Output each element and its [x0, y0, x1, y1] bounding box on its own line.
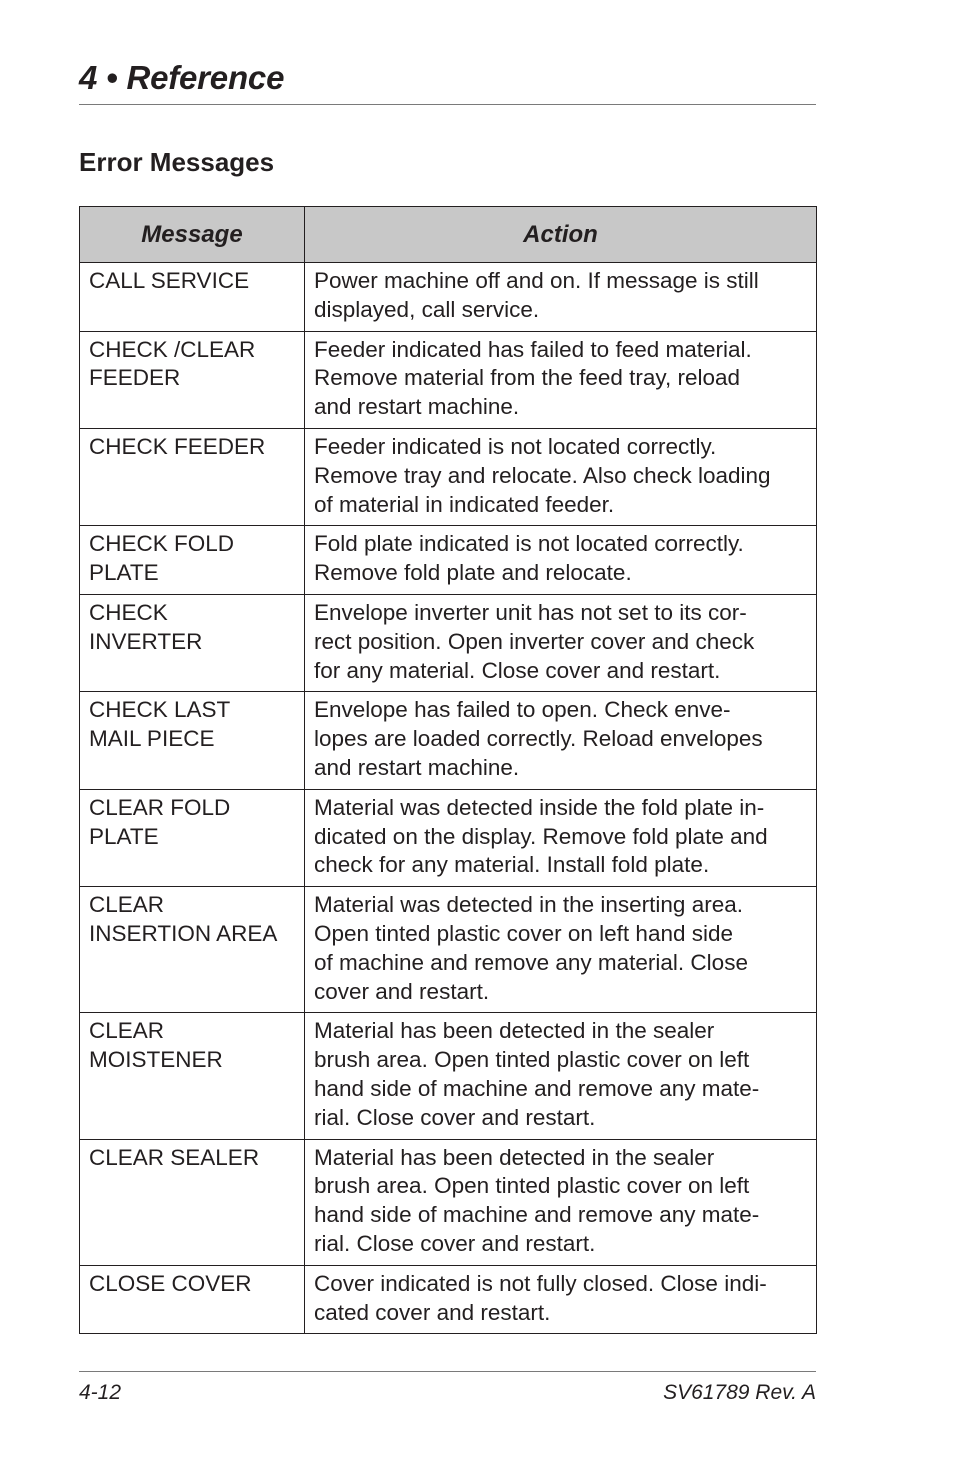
message-cell-line: CHECK LAST: [89, 697, 231, 723]
action-cell-line: Remove fold plate and relocate.: [314, 560, 632, 586]
message-cell-line: PLATE: [89, 823, 159, 849]
section-title: Error Messages: [79, 147, 275, 177]
action-cell-line: of material in indicated feeder.: [314, 491, 615, 517]
message-cell-line: CLEAR FOLD: [89, 794, 231, 820]
action-cell-line: Feeder indicated has failed to feed material.: [314, 336, 752, 362]
message-cell-line: CLEAR: [89, 892, 165, 918]
action-cell-line: dicated on the display. Remove fold plate and: [314, 823, 768, 849]
message-cell: [80, 594, 305, 691]
action-cell-line: Cover indicated is not fully closed. Close indi-: [314, 1270, 767, 1296]
action-cell-line: brush area. Open tinted plastic cover on left: [314, 1173, 750, 1199]
header-divider: [79, 104, 816, 105]
table-row: [80, 887, 817, 1013]
table-row: [80, 263, 817, 332]
action-cell-line: cover and restart.: [314, 978, 490, 1004]
action-cell-line: Power machine off and on. If message is still: [314, 268, 759, 293]
table-row: [80, 428, 817, 525]
action-cell: [305, 789, 817, 886]
message-cell: [80, 1013, 305, 1139]
action-cell-line: check for any material. Install fold plate.: [314, 852, 710, 878]
message-cell-line: CHECK: [89, 599, 168, 625]
table-header-row: [80, 207, 817, 263]
action-cell-line: hand side of machine and remove any mate-: [314, 1075, 760, 1101]
table-row: [80, 594, 817, 691]
action-cell-line: Envelope has failed to open. Check enve-: [314, 697, 731, 723]
action-cell-line: Fold plate indicated is not located correctly.: [314, 531, 744, 557]
document-id: SV61789 Rev. A: [663, 1381, 816, 1404]
action-cell: [305, 526, 817, 595]
action-cell-line: hand side of machine and remove any mate-: [314, 1202, 760, 1228]
column-header-message: Message: [80, 207, 305, 263]
action-cell: [305, 428, 817, 525]
message-cell: [80, 331, 305, 428]
message-cell-line: MOISTENER: [89, 1047, 223, 1073]
action-cell-line: Material has been detected in the sealer: [314, 1144, 715, 1170]
action-cell-line: Material has been detected in the sealer: [314, 1018, 715, 1044]
action-cell: [305, 594, 817, 691]
message-cell-line: CALL SERVICE: [89, 268, 250, 293]
action-cell-line: lopes are loaded correctly. Reload envelopes: [314, 726, 763, 752]
message-cell-line: INVERTER: [89, 628, 203, 654]
table-body: [80, 263, 817, 1334]
message-cell-line: CLOSE COVER: [89, 1270, 252, 1296]
action-cell: [305, 692, 817, 789]
message-cell-line: CLEAR: [89, 1018, 165, 1044]
message-cell-line: CHECK FOLD: [89, 531, 235, 557]
action-cell-line: Remove material from the feed tray, reload: [314, 365, 741, 391]
message-cell-line: CHECK FEEDER: [89, 433, 266, 459]
error-messages-table: [79, 206, 817, 1334]
action-cell-line: rial. Close cover and restart.: [314, 1230, 596, 1256]
action-cell-line: brush area. Open tinted plastic cover on left: [314, 1047, 750, 1073]
table-row: [80, 1139, 817, 1265]
action-cell-line: rect position. Open inverter cover and check: [314, 628, 755, 654]
table-row: [80, 331, 817, 428]
action-cell: [305, 331, 817, 428]
message-cell: [80, 692, 305, 789]
action-cell-line: cated cover and restart.: [314, 1299, 551, 1325]
message-cell-line: FEEDER: [89, 365, 181, 391]
action-cell-line: Feeder indicated is not located correctly.: [314, 433, 717, 459]
action-cell: [305, 1265, 817, 1334]
table-row: [80, 1013, 817, 1139]
action-cell-line: Material was detected inside the fold plate in-: [314, 794, 765, 820]
chapter-title: 4 • Reference: [79, 59, 285, 96]
action-cell-line: Open tinted plastic cover on left hand side: [314, 920, 734, 946]
footer-divider: [79, 1371, 816, 1372]
action-cell: [305, 887, 817, 1013]
message-cell-line: CHECK /CLEAR: [89, 336, 256, 362]
message-cell-line: INSERTION AREA: [89, 920, 278, 946]
table-row: [80, 1265, 817, 1334]
message-cell-line: CLEAR SEALER: [89, 1144, 260, 1170]
page-number: 4-12: [79, 1381, 122, 1404]
message-cell-line: MAIL PIECE: [89, 726, 215, 752]
action-cell-line: Remove tray and relocate. Also check loading: [314, 462, 771, 488]
action-cell: [305, 263, 817, 332]
message-cell: [80, 428, 305, 525]
message-cell: [80, 1139, 305, 1265]
action-cell-line: and restart machine.: [314, 394, 520, 420]
message-cell: [80, 789, 305, 886]
table-row: [80, 526, 817, 595]
action-cell-line: displayed, call service.: [314, 296, 540, 322]
action-cell-line: and restart machine.: [314, 754, 520, 780]
message-cell: [80, 887, 305, 1013]
action-cell-line: rial. Close cover and restart.: [314, 1104, 596, 1130]
table-row: [80, 692, 817, 789]
action-cell: [305, 1139, 817, 1265]
message-cell: [80, 263, 305, 332]
message-cell: [80, 1265, 305, 1334]
action-cell: [305, 1013, 817, 1139]
action-cell-line: Material was detected in the inserting area.: [314, 892, 743, 918]
action-cell-line: Envelope inverter unit has not set to its cor-: [314, 599, 747, 625]
message-cell-line: PLATE: [89, 560, 159, 586]
action-cell-line: for any material. Close cover and restart.: [314, 657, 721, 683]
action-cell-line: of machine and remove any material. Close: [314, 949, 748, 975]
column-header-action: Action: [305, 207, 817, 263]
message-cell: [80, 526, 305, 595]
table-row: [80, 789, 817, 886]
